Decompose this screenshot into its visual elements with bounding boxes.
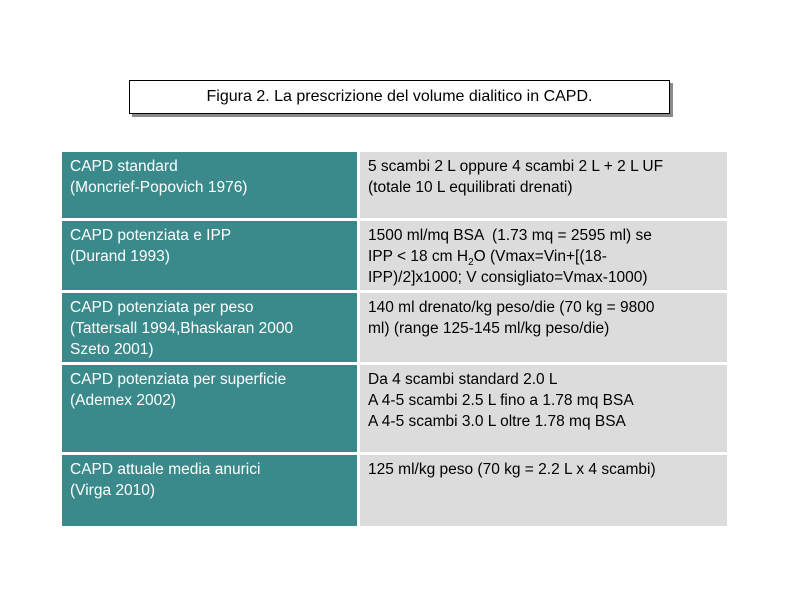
table-row <box>62 152 731 218</box>
prescription-line: Da 4 scambi standard 2.0 L <box>368 371 558 388</box>
prescription-text: O (Vmax=Vin+[(18- <box>473 248 607 265</box>
method-cell <box>62 221 357 290</box>
prescription-line: A 4-5 scambi 2.5 L fino a 1.78 mq BSA <box>368 392 634 409</box>
figure-title-box <box>129 80 670 114</box>
method-name: CAPD potenziata e IPP <box>70 227 232 244</box>
method-reference: (Ademex 2002) <box>70 392 176 409</box>
prescription-line: 140 ml drenato/kg peso/die (70 kg = 9800 <box>368 299 655 316</box>
table-row <box>62 221 731 290</box>
table-row <box>62 365 731 452</box>
method-reference: (Tattersall 1994,Bhaskaran 2000 <box>70 320 294 337</box>
prescription-line: ml) (range 125-145 ml/kg peso/die) <box>368 320 610 337</box>
prescription-line: (totale 10 L equilibrati drenati) <box>368 179 573 196</box>
prescription-cell <box>360 293 727 362</box>
prescription-line: 1500 ml/mq BSA (1.73 mq = 2595 ml) se <box>368 227 652 244</box>
prescription-cell <box>360 221 727 290</box>
figure-title <box>207 88 593 106</box>
method-reference: Szeto 2001) <box>70 341 154 358</box>
prescription-table <box>62 152 731 529</box>
method-name: CAPD standard <box>70 158 178 175</box>
prescription-line: 125 ml/kg peso (70 kg = 2.2 L x 4 scambi) <box>368 461 656 478</box>
method-cell <box>62 152 357 218</box>
prescription-cell <box>360 152 727 218</box>
method-cell <box>62 365 357 452</box>
prescription-text: IPP < 18 cm H <box>368 248 469 265</box>
figure-caption: La prescrizione del volume dialitico in CAPD. <box>274 88 593 105</box>
prescription-line: 5 scambi 2 L oppure 4 scambi 2 L + 2 L UF <box>368 158 664 175</box>
method-cell <box>62 293 357 362</box>
prescription-line: IPP)/2]x1000; V consigliato=Vmax-1000) <box>368 269 648 286</box>
method-name: CAPD potenziata per peso <box>70 299 254 316</box>
figure-label: Figura 2. <box>206 88 275 105</box>
method-reference: (Durand 1993) <box>70 248 170 265</box>
method-name: CAPD attuale media anurici <box>70 461 261 478</box>
method-reference: (Moncrief-Popovich 1976) <box>70 179 248 196</box>
method-name: CAPD potenziata per superficie <box>70 371 287 388</box>
prescription-cell <box>360 455 727 526</box>
method-cell <box>62 455 357 526</box>
prescription-line: A 4-5 scambi 3.0 L oltre 1.78 mq BSA <box>368 413 626 430</box>
subscript: 2 <box>468 257 474 269</box>
table-row <box>62 455 731 526</box>
method-reference: (Virga 2010) <box>70 482 156 499</box>
prescription-line <box>368 246 719 267</box>
prescription-cell <box>360 365 727 452</box>
table-row <box>62 293 731 362</box>
